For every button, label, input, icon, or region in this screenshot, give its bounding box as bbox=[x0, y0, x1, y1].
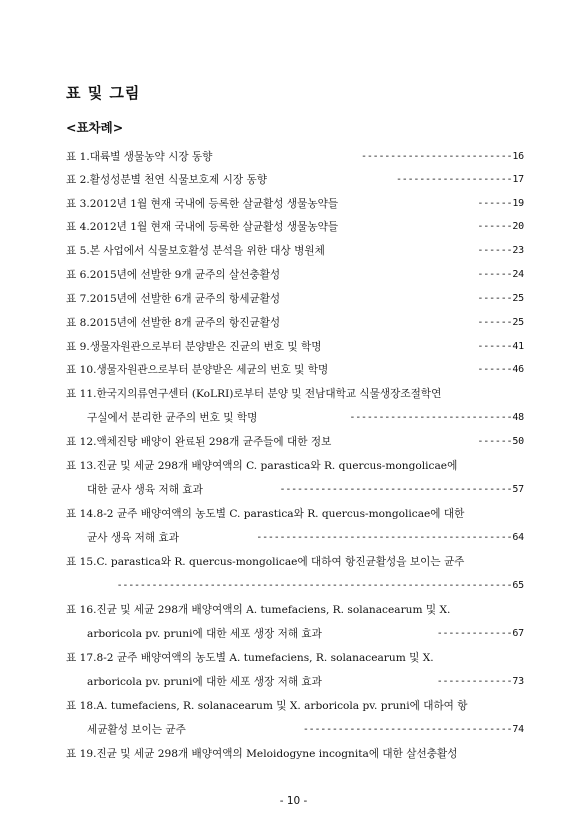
toc-entry-label: 표 14. bbox=[66, 508, 97, 520]
toc-entry bbox=[66, 173, 524, 197]
page-title: 표 및 그림 bbox=[66, 84, 141, 102]
toc-entry-label: 표 16. bbox=[66, 604, 97, 616]
toc-entry bbox=[66, 292, 524, 316]
toc-entry-page-leader: -------------73 bbox=[436, 676, 524, 687]
toc-entry-label: 표 15. bbox=[66, 556, 97, 568]
toc-entry bbox=[66, 435, 524, 459]
toc-entry-label: 표 12. bbox=[66, 436, 97, 448]
toc-entry bbox=[66, 387, 524, 435]
page-number: - 10 - bbox=[279, 795, 308, 807]
toc-entry-label: 표 3. bbox=[66, 198, 90, 210]
toc-entry-label: 표 6. bbox=[66, 269, 90, 281]
toc-entry-title: 2015년에 선발한 6개 균주의 항세균활성 bbox=[89, 293, 281, 305]
toc-entry bbox=[66, 699, 524, 747]
toc-entry-page-leader: ------------------------------------74 bbox=[302, 724, 524, 735]
toc-entry-page-leader: --------------------------------------------64 bbox=[256, 532, 524, 543]
toc-entry-title: 구실에서 분리한 균주의 번호 및 학명 bbox=[87, 412, 258, 424]
toc-entry-title: 한국지의류연구센터 (KoLRI)로부터 분양 및 전남대학교 식물생장조절학연 bbox=[96, 388, 442, 400]
toc-entry bbox=[66, 197, 524, 221]
toc-entry-page-leader: -------------67 bbox=[436, 628, 524, 639]
toc-entry-title: 대륙별 생물농약 시장 동향 bbox=[89, 151, 213, 163]
toc-entry-page-leader: ----------------------------48 bbox=[349, 412, 524, 423]
toc-entry-title: 생물자원관으로부터 분양받은 진균의 번호 및 학명 bbox=[89, 341, 322, 353]
toc-entry-label: 표 18. bbox=[66, 700, 97, 712]
toc-entry-label: 표 7. bbox=[66, 293, 90, 305]
toc-entry bbox=[66, 651, 524, 699]
toc-entry-title: 본 사업에서 식물보호활성 분석을 위한 대상 병원체 bbox=[89, 245, 325, 257]
toc-entry bbox=[66, 747, 524, 771]
toc-entry-title: 세균활성 보이는 균주 bbox=[87, 724, 186, 736]
toc-entry bbox=[66, 220, 524, 244]
toc-entry-page-leader: ------24 bbox=[477, 269, 524, 280]
toc-entry bbox=[66, 316, 524, 340]
toc-entry-title: 생물자원관으로부터 분양받은 세균의 번호 및 학명 bbox=[96, 364, 329, 376]
toc-entry-label: 표 4. bbox=[66, 221, 90, 233]
toc-entry bbox=[66, 363, 524, 387]
toc-entry-label: 표 2. bbox=[66, 174, 90, 186]
toc-entry-title: A. tumefaciens, R. solanacearum 및 X. arboricola pv. pruni에 대하여 항 bbox=[96, 700, 468, 712]
toc-entry-page-leader: ------46 bbox=[477, 364, 524, 375]
toc-entry-title: 균사 생육 저해 효과 bbox=[87, 532, 179, 544]
toc-entry-title: 2015년에 선발한 9개 균주의 살선충활성 bbox=[89, 269, 281, 281]
toc-entry-label: 표 11. bbox=[66, 388, 97, 400]
toc-entry-title: 진균 및 세균 298개 배양여액의 C. parastica와 R. quercus-mongolicae에 bbox=[96, 460, 458, 472]
toc-entry-title: 2012년 1월 현재 국내에 등록한 살균활성 생물농약들 bbox=[89, 198, 339, 210]
toc-entry-page-leader: --------------------17 bbox=[395, 174, 524, 185]
toc-entry-title: 2015년에 선발한 8개 균주의 항진균활성 bbox=[89, 317, 281, 329]
toc-entry-page-leader: ------20 bbox=[477, 221, 524, 232]
toc-entry-title: 액체진탕 배양이 완료된 298개 균주들에 대한 정보 bbox=[96, 436, 332, 448]
toc-entry-page-leader: ------25 bbox=[477, 317, 524, 328]
toc-entry-label: 표 8. bbox=[66, 317, 90, 329]
toc-entry-title: C. parastica와 R. quercus-mongolicae에 대하여 항진균활성을 보이는 균주 bbox=[96, 556, 465, 568]
toc-entry-page-leader: ----------------------------------------57 bbox=[279, 484, 524, 495]
toc-entry-label: 표 19. bbox=[66, 748, 97, 760]
toc-entry bbox=[66, 244, 524, 268]
section-title: <표차례> bbox=[66, 120, 124, 135]
toc-entry-page-leader: ------19 bbox=[477, 198, 524, 209]
toc-entry bbox=[66, 507, 524, 555]
toc-entry bbox=[66, 555, 524, 603]
toc-entry-label: 표 1. bbox=[66, 151, 90, 163]
toc-entry-label: 표 17. bbox=[66, 652, 97, 664]
toc-entry-label: 표 9. bbox=[66, 341, 90, 353]
toc-entry-title: 8-2 균주 배양여액의 농도별 A. tumefaciens, R. solanacearum 및 X. bbox=[96, 652, 434, 664]
toc-entry-page-leader: --------------------------------------------------------------------65 bbox=[116, 580, 524, 591]
toc-entry bbox=[66, 603, 524, 651]
toc-entry-page-leader: ------25 bbox=[477, 293, 524, 304]
toc-entry-title: 2012년 1월 현재 국내에 등록한 살균활성 생물농약들 bbox=[89, 221, 339, 233]
toc-entry-page-leader: --------------------------16 bbox=[361, 151, 524, 162]
toc-entry-page-leader: ------50 bbox=[477, 436, 524, 447]
toc-entry-title: arboricola pv. pruni에 대한 세포 생장 저해 효과 bbox=[87, 676, 322, 688]
toc-entry-title: arboricola pv. pruni에 대한 세포 생장 저해 효과 bbox=[87, 628, 322, 640]
toc-entry-label: 표 5. bbox=[66, 245, 90, 257]
toc-entry bbox=[66, 340, 524, 364]
toc-entry-title: 대한 균사 생육 저해 효과 bbox=[87, 484, 203, 496]
toc-entry-page-leader: ------23 bbox=[477, 245, 524, 256]
toc-entry bbox=[66, 268, 524, 292]
toc-entry-label: 표 10. bbox=[66, 364, 97, 376]
toc-entry-label: 표 13. bbox=[66, 460, 97, 472]
toc-entry-page-leader: ------41 bbox=[477, 341, 524, 352]
toc-entry bbox=[66, 459, 524, 507]
toc-entry-title: 활성성분별 천연 식물보호제 시장 동향 bbox=[89, 174, 267, 186]
toc-entry-title: 진균 및 세균 298개 배양여액의 A. tumefaciens, R. solanacearum 및 X. bbox=[96, 604, 451, 616]
toc-entry-title: 8-2 균주 배양여액의 농도별 C. parastica와 R. quercus-mongolicae에 대한 bbox=[96, 508, 465, 520]
toc-entry-title: 진균 및 세균 298개 배양여액의 Meloidogyne incognita에 대한 살선충활성 bbox=[96, 748, 458, 760]
toc-entry bbox=[66, 150, 524, 174]
